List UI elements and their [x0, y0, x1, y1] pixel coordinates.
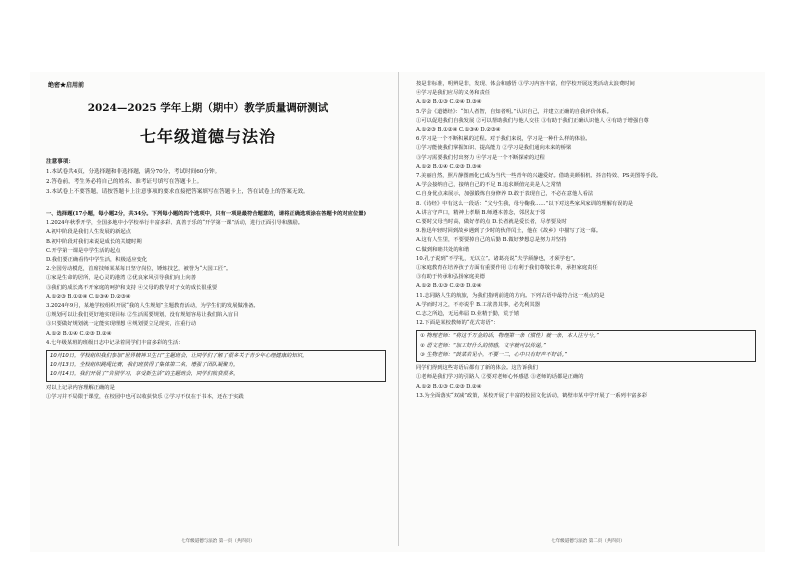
question-text: 8.《诗经》中有这么一段话：“父兮生我，母兮鞠我……”以下对这些家风家训的理解有误的是	[416, 200, 634, 207]
exam-title: 2024—2025 学年上期（期中）教学质量调研测试	[87, 102, 329, 114]
notes-heading: 注意事项：	[46, 159, 74, 165]
section-heading: 一、选择题(17小题，每小题2分，共34分。下列每小题的四个选项中，只有一项是最符合题意的，请将正确选项涂在答题卡的对应位置)	[46, 211, 367, 217]
option: ①老师是我们学习的引路人 ②要对老师心怀感恩 ③老师的话都是正确的	[416, 374, 584, 381]
option: A.这有人生里，不要要掉自己的后勤 B.做好梦想总是努力并坚持	[416, 237, 567, 244]
exam-sheet	[30, 72, 765, 552]
option: C.自身优点来展示，加强锻炼自身修养 D.敢于表现自己，不必在意他人看法	[416, 191, 594, 198]
option-row: A.①② B.①③ C.②④ D.③④	[416, 99, 482, 106]
question-text: 7.美丽自然，照片静图画化已成为当代一些青年的兴趣爱好。借助美颜相机、抖音特效、PS美图等手段。	[416, 173, 662, 180]
option: ①规划可以让我们更好地实现目标 ②生活需要规划，没有规划容易让我们陷入盲目	[46, 312, 239, 319]
question-text: 2.全国劳动模范，首席技师某某每日坚守岗位，锤炼技艺，被誉为“大国工匠”。	[46, 266, 232, 273]
option: A.学会接纳自己，接纳自己的不足 B.追求颜值完美是人之常情	[416, 182, 562, 189]
option: B.初中阶段对我们来说是成长的关键时期	[46, 238, 142, 245]
option: A.①② B.①④ C.②③ D.②④	[46, 330, 112, 337]
page-footer: 七年级道德与法治 第二页（共四页）	[551, 539, 625, 544]
subject-title: 七年级道德与法治	[139, 127, 276, 146]
note-item: 2.答卷前，考生务必将自己的姓名、准考证号填写在答题卡上。	[46, 179, 203, 185]
option-row: A.①②③ B.①②④ C.①③④ D.②③④	[416, 127, 501, 134]
question-text: 6.学习是一个不断积累的过程。对于我们来说，学习是一种什么样的体验。	[416, 136, 591, 143]
option: A.初中阶段是我们人生发展的新起点	[46, 229, 131, 236]
option: ①家庭教育在培养孩子方面有重要作用 ②有利于我们尊敬长辈，承担家庭责任	[416, 265, 598, 272]
question-text: 10.孔子说到“不学礼，无以立”。诸葛亮说“夫学须静也，才须学也”。	[416, 255, 579, 262]
option: ①可以促进我们自我发展 ②可以帮助我们与他人交往 ③有助于我们正确认识他人 ④有助于增强自尊	[416, 117, 649, 124]
option: ①家是生命的居所，是心灵的港湾 ②优良家风引导我们向上向善	[46, 275, 196, 282]
option: C.要时父母当时高，做好孝的点 D.长者就是爱长者，尽孝要及时	[416, 219, 567, 226]
question-text: 5.学会《道德经》：“知人者智，自知者明。”认识自己，并建立正确的自我评价体系。	[416, 108, 612, 115]
question-text: 对以上记录内容理解正确的是	[46, 384, 115, 391]
note-item: 1.本试卷共4页，分选择题和非选择题，满分70分，考试时间60分钟。	[46, 169, 221, 175]
question-text: 4.七年级某班的班级日志中记录着同学们丰富多彩的生活：	[46, 339, 184, 346]
text-line: 按是非标准，明辨是非，发现、体会和感悟 ③学习内容丰富，但学校开展这类活动太浪费时间	[416, 81, 635, 87]
page-footer: 七年级道德与法治 第一页（共四页）	[181, 539, 255, 544]
option: C.做到和睦共处的和谐	[416, 246, 470, 253]
option: ③学习需要我们付出努力 ④学习是一个不断探索的过程	[416, 154, 545, 161]
diary-entry: 10月13日，全校组织跳绳比赛，我们班获得了集体第二名，增强了团队凝聚力。	[50, 362, 239, 369]
option: C.志之所趋，无远弗届 D.业精于勤，荒于嬉	[416, 311, 520, 318]
option: ③有助于传承和弘扬家庭美德	[416, 274, 485, 281]
quote: ① 物理老师：“将这千万金的话，物理第一条（惯性）就一条，本人注兮兮。”	[420, 333, 599, 340]
question-text: 9.鲁迅年轻时回到故乡遇到了少时的伙伴闰土，他在《故乡》中描写了这一幕。	[416, 228, 602, 235]
notes-section	[46, 157, 386, 197]
quote: ③ 生物老师：“鼓菜若见小，不要一二，心中只有好声不好话。”	[420, 351, 567, 358]
option: A.讲言守声口，精神上孝顺 B.师遵本善念，邻居友于邻	[416, 209, 546, 216]
option: ③我们的成长离不开家庭的呵护和支持 ④父母的教导对子女的成长很重要	[46, 284, 218, 291]
diary-entry: 10月10日，学校组织我们参加“世界精神卫生日”主题班会，让同学们了解了很多关于青少年心理健康的知识。	[50, 353, 308, 360]
question-text: 3.2024年9月，某地学校组织开展“我的人生规划”主题教育活动，为学生们的发展做准备。	[46, 303, 259, 310]
teacher-quotes-box	[416, 330, 756, 362]
column-divider	[398, 72, 399, 546]
right-questions	[416, 80, 756, 401]
option: A.①②③ B.①②④ C.①③④ D.②③④	[46, 293, 131, 300]
right-column	[408, 72, 768, 546]
question-text: 13.为全面落实“双减”政策，某校开展了丰富的校园文化活动，鹤壁市某中学开展了一系列丰富多彩	[416, 392, 648, 399]
option: D.我们要正确看待中学生活，积极适应变化	[46, 257, 148, 264]
question-text: 1.2024年秋季开学，全国多地中小学校举行丰富多彩、真善于乐的“开学第一课”活动，进行正面引导和激励。	[46, 220, 304, 227]
secret-label: 绝密★启用前	[48, 82, 85, 89]
diary-box	[46, 350, 386, 382]
option: C.开学第一课是中学生活的起点	[46, 247, 121, 254]
question-text: 11.志同路人生的航旅，为我们指明前进的方向。下列古语中最符合这一观点的是	[416, 292, 605, 299]
option: A.学而时习之，不亦说乎 B.工欲善其事，必先利其器	[416, 301, 541, 308]
option-row: A.①② B.①③ C.②③ D.②④	[416, 283, 482, 290]
note-item: 3.本试卷上不要答题，请按答题卡上注意事项的要求直接把答案填写在答题卡上，答在试卷上的答案无效。	[46, 189, 309, 195]
question-text: 同学们得到这些寄语后都有了新的体会。这告诉我们	[416, 365, 538, 372]
option-row: A.①② B.①③ C.②③ D.②④	[416, 383, 482, 390]
option: ③只要做好规划就一定能实现理想 ④规划要立足现实，注重行动	[46, 321, 196, 328]
text-line: ④学习是我们应尽的义务和责任	[416, 90, 491, 97]
left-column	[38, 72, 398, 546]
question-text: 12.下面是某校教师的“花式寄语”：	[416, 320, 499, 327]
left-questions	[46, 210, 386, 402]
quote: ② 语文老师：“加工好什么的情感，文字就可以传递。”	[420, 342, 546, 349]
diary-entry: 10月14日，我们开展了“告别学习，享受新生活”的主题班会，同学们收获很多。	[50, 371, 239, 378]
option: ①学习能使我们掌握知识、提高能力 ②学习是我们通向未来的桥梁	[416, 145, 572, 152]
option-row: A.①② B.①④ C.②③ D.③④	[416, 163, 482, 170]
option: ①学习并不局限于课堂，在校园中也可以收获快乐 ②学习不仅在于书本，还在于实践	[46, 393, 244, 400]
